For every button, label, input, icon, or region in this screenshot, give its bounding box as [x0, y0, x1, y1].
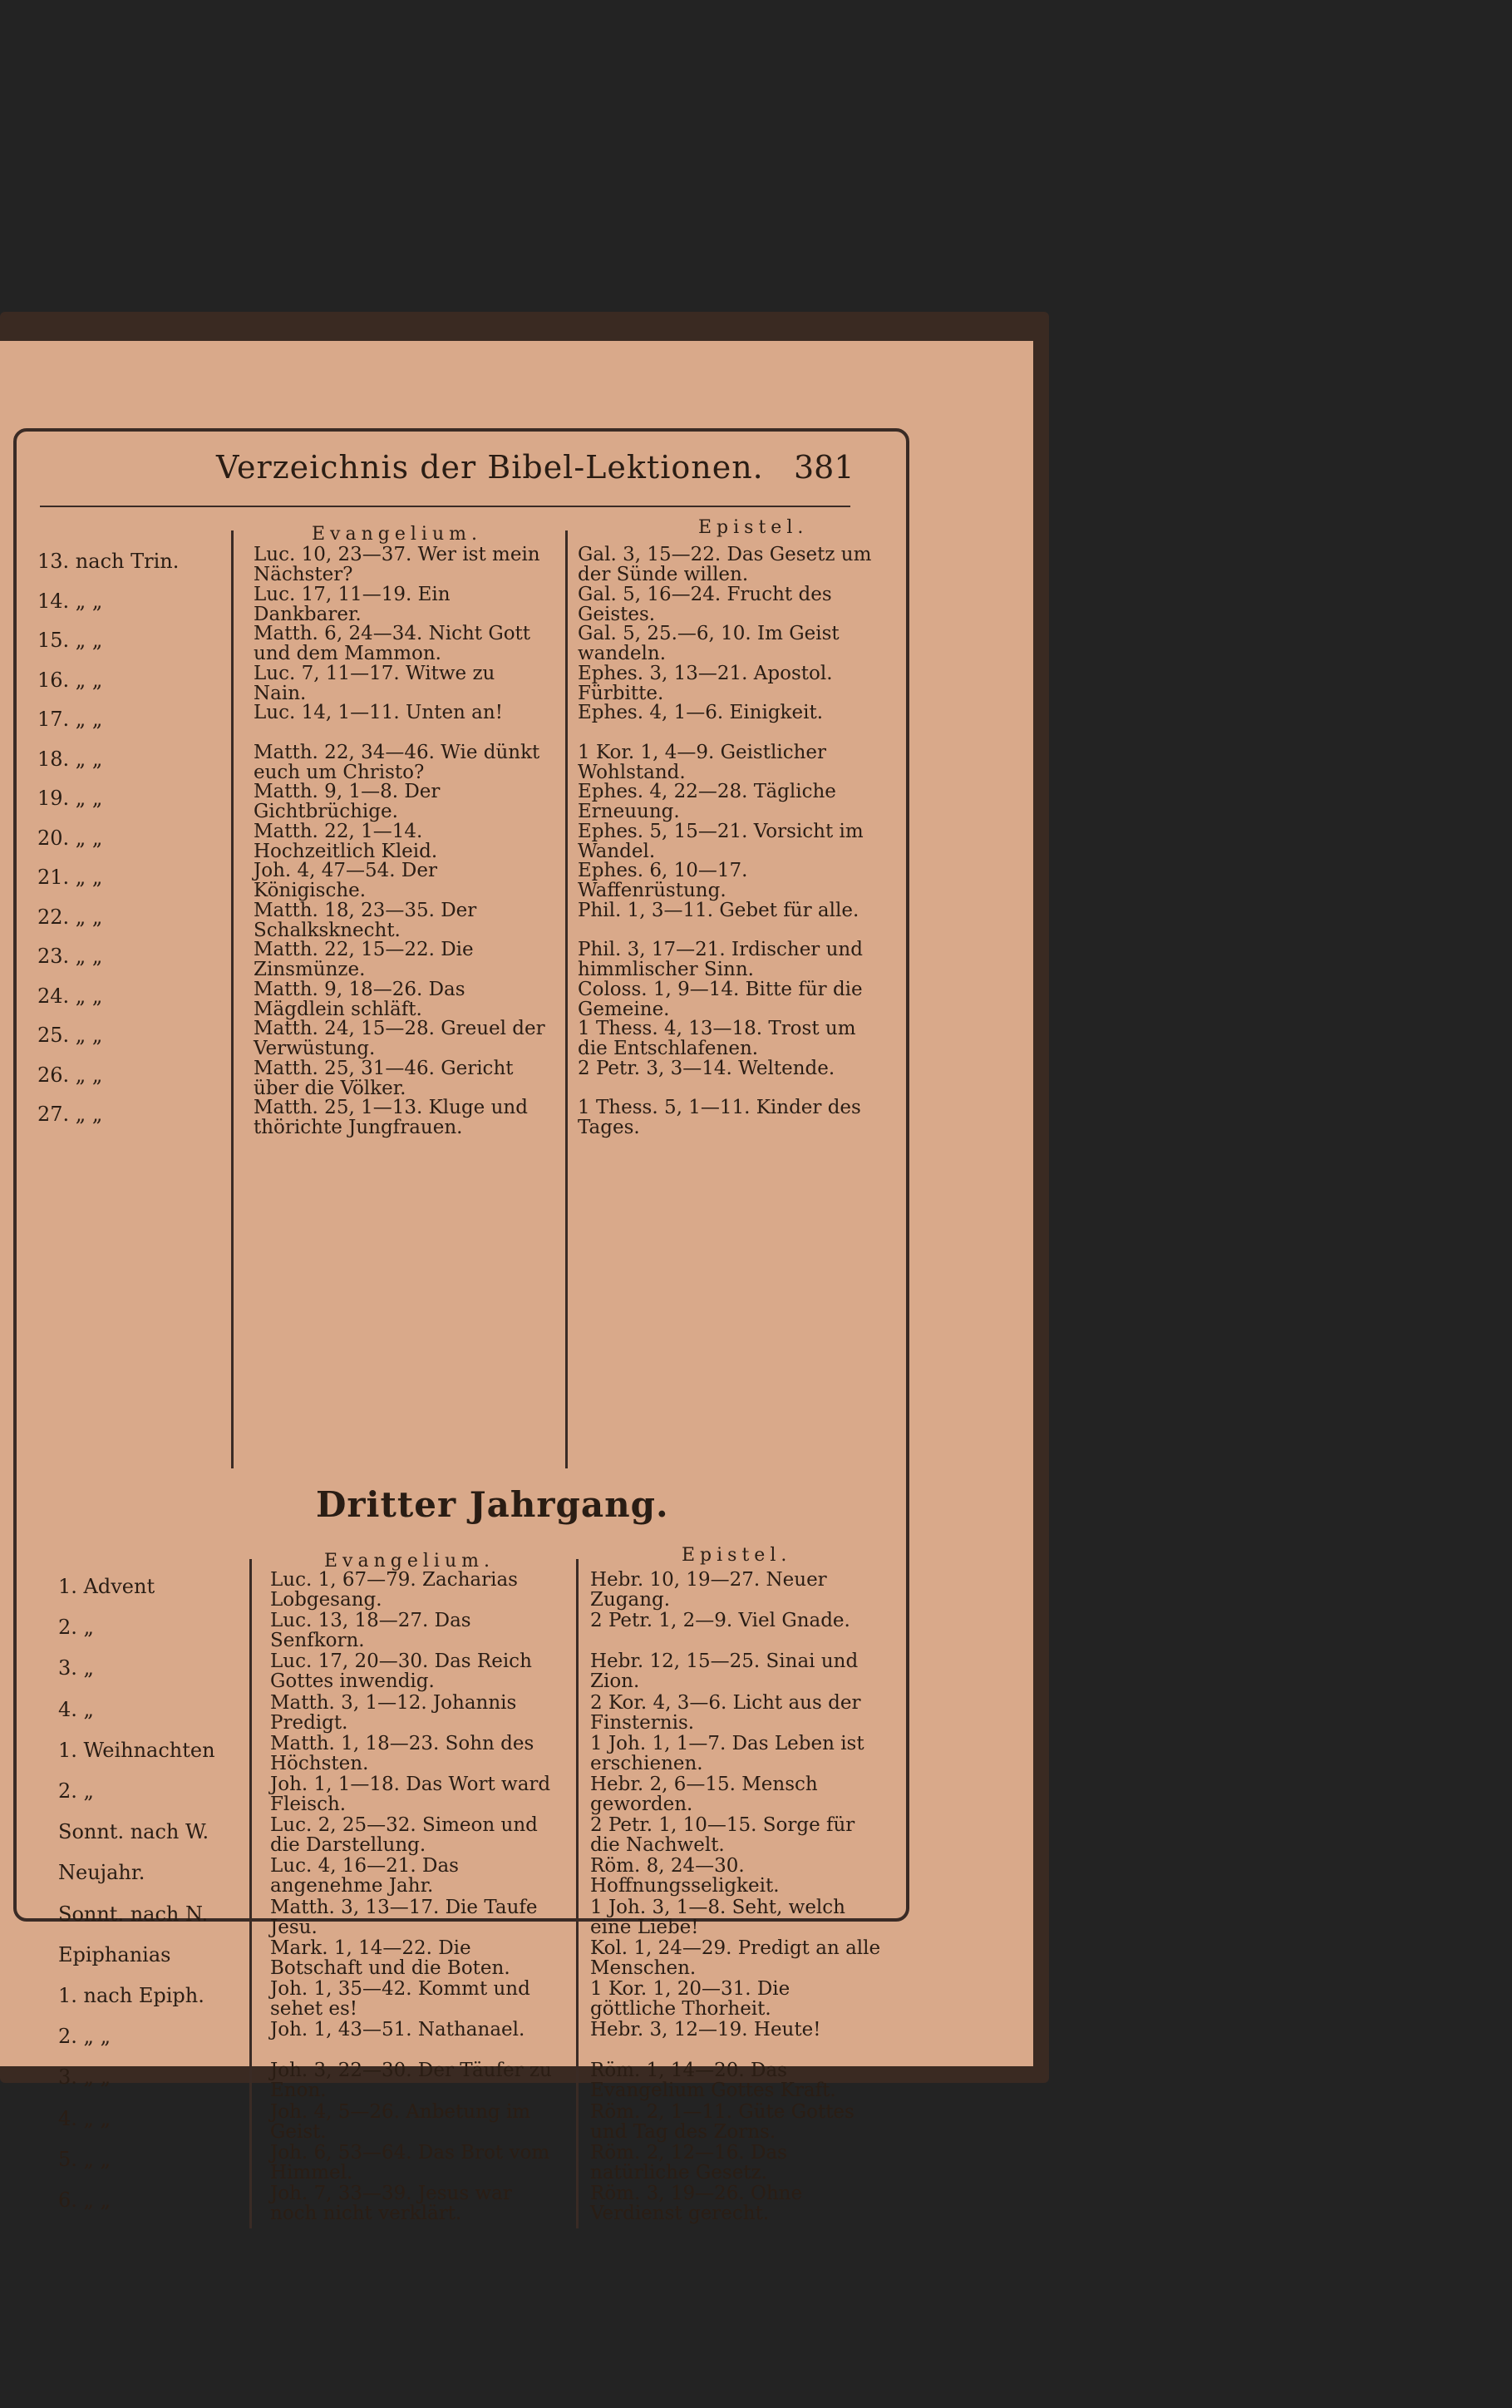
epistel-entry: Röm. 8, 24—30. Hoffnungsseligkeit. — [590, 1855, 780, 1897]
epistel-entry: Röm. 2, 12—16. Das natürliche Gesetz. — [590, 2141, 787, 2183]
evangelium-entry: Luc. 1, 67—79. Zacharias Lobgesang. — [270, 1569, 518, 1611]
epistel-entry: Ephes. 3, 13—21. Apostol. Fürbitte. — [578, 662, 833, 704]
epistel-entry: 2 Petr. 3, 3—14. Weltende. — [578, 1057, 835, 1079]
evangelium-entry: Joh. 4, 47—54. Der Königische. — [254, 860, 437, 901]
evangelium-entry: Matth. 3, 13—17. Die Taufe Jesu. — [270, 1896, 538, 1938]
section-title: Dritter Jahrgang. — [316, 1484, 669, 1525]
row-label: 13. nach Trin. — [37, 550, 180, 573]
evangelium-entry: Joh. 7, 33—39. Jesus war noch nicht verklärt. — [270, 2183, 512, 2224]
epistel-entry: Hebr. 2, 6—15. Mensch geworden. — [590, 1774, 818, 1815]
row-label: 4. „ „ — [58, 2106, 111, 2130]
row-label: 3. „ „ — [58, 2065, 111, 2090]
epistel-entry: 1 Thess. 4, 13—18. Trost um die Entschlafenen. — [578, 1018, 856, 1059]
row-label: 22. „ „ — [37, 905, 103, 929]
evangelium-entry: Matth. 24, 15—28. Greuel der Verwüstung. — [254, 1018, 545, 1059]
third-evangelium-head: Evangelium. — [324, 1551, 495, 1572]
evangelium-entry: Joh. 1, 1—18. Das Wort ward Fleisch. — [270, 1774, 551, 1815]
evangelium-entry: Matth. 25, 1—13. Kluge und thörichte Jungfrauen. — [254, 1097, 528, 1138]
epistel-entry: 2 Petr. 1, 10—15. Sorge für die Nachwelt. — [590, 1814, 855, 1857]
epistel-entry: Ephes. 4, 22—28. Tägliche Erneuung. — [578, 781, 836, 822]
row-label: 2. „ — [58, 1779, 94, 1803]
evangelium-entry: Joh. 6, 53—64. Das Brot vom Himmel. — [270, 2141, 550, 2183]
page-title: Verzeichnis der Bibel-Lektionen. — [216, 449, 764, 486]
row-label: 16. „ „ — [37, 668, 103, 692]
epistel-entry: Ephes. 4, 1—6. Einigkeit. — [578, 702, 824, 723]
header-rule — [40, 506, 850, 507]
epistel-entry: Gal. 5, 25.—6, 10. Im Geist wandeln. — [578, 623, 840, 664]
row-label: Sonnt. nach N. — [58, 1902, 209, 1926]
evangelium-entry: Matth. 25, 31—46. Gericht über die Völker. — [254, 1057, 514, 1099]
evangelium-entry: Matth. 9, 18—26. Das Mägdlein schläft. — [254, 978, 465, 1020]
evangelium-entry: Joh. 1, 43—51. Nathanael. — [270, 2019, 525, 2041]
epistel-entry: Röm. 1, 14—20. Das Evangelium Gottes Kraft. — [590, 2060, 836, 2102]
epistel-entry: 1 Kor. 1, 4—9. Geistlicher Wohlstand. — [578, 741, 826, 783]
evangelium-entry: Joh. 3, 22—30. Der Täufer zu Enon. — [270, 2060, 552, 2102]
row-label: 21. „ „ — [37, 866, 103, 889]
evangelium-entry: Matth. 22, 1—14. Hochzeitlich Kleid. — [254, 820, 438, 862]
row-label: 20. „ „ — [37, 826, 103, 850]
row-label: 15. „ „ — [37, 629, 103, 652]
evangelium-entry: Luc. 7, 11—17. Witwe zu Nain. — [254, 662, 495, 704]
epistel-entry: Röm. 3, 19—26. Ohne Verdienst gerecht. — [590, 2183, 803, 2224]
evangelium-entry: Matth. 9, 1—8. Der Gichtbrüchige. — [254, 781, 441, 822]
row-label: 27. „ „ — [37, 1103, 103, 1126]
epistel-entry: Ephes. 6, 10—17. Waffenrüstung. — [578, 860, 748, 901]
epistel-entry: Coloss. 1, 9—14. Bitte für die Gemeine. — [578, 978, 863, 1020]
row-label: 1. Advent — [58, 1575, 155, 1598]
divider-third-1 — [249, 1559, 252, 2228]
epistel-entry: Phil. 1, 3—11. Gebet für alle. — [578, 899, 859, 921]
trinity-epistel-head: Epistel. — [698, 517, 809, 538]
page-number: 381 — [794, 449, 855, 486]
evangelium-entry: Mark. 1, 14—22. Die Botschaft und die Boten. — [270, 1937, 510, 1979]
epistel-entry: 2 Petr. 1, 2—9. Viel Gnade. — [590, 1610, 850, 1632]
epistel-entry: Phil. 3, 17—21. Irdischer und himmlischer Sinn. — [578, 939, 863, 980]
evangelium-entry: Luc. 10, 23—37. Wer ist mein Nächster? — [254, 544, 540, 585]
evangelium-entry: Matth. 22, 15—22. Die Zinsmünze. — [254, 939, 474, 980]
evangelium-entry: Luc. 4, 16—21. Das angenehme Jahr. — [270, 1855, 459, 1897]
row-label: 14. „ „ — [37, 589, 103, 613]
row-label: 26. „ „ — [37, 1063, 103, 1087]
epistel-entry: Gal. 3, 15—22. Das Gesetz um der Sünde willen. — [578, 544, 872, 585]
trinity-evangelium-head: Evangelium. — [312, 524, 482, 545]
row-label: 1. Weihnachten — [58, 1738, 215, 1762]
evangelium-entry: Luc. 14, 1—11. Unten an! — [254, 702, 503, 723]
epistel-entry: 1 Joh. 3, 1—8. Seht, welch eine Liebe! — [590, 1896, 845, 1938]
row-label: Epiphanias — [58, 1942, 171, 1966]
epistel-entry: Hebr. 3, 12—19. Heute! — [590, 2019, 821, 2041]
evangelium-entry: Luc. 17, 20—30. Das Reich Gottes inwendig. — [270, 1651, 532, 1693]
row-label: 25. „ „ — [37, 1024, 103, 1047]
evangelium-entry: Luc. 17, 11—19. Ein Dankbarer. — [254, 583, 451, 625]
epistel-entry: 1 Kor. 1, 20—31. Die göttliche Thorheit. — [590, 1978, 790, 2020]
row-label: 3. „ — [58, 1656, 94, 1680]
row-label: 4. „ — [58, 1697, 94, 1721]
row-label: 6. „ „ — [58, 2188, 111, 2212]
row-label: 23. „ „ — [37, 945, 103, 968]
epistel-entry: 1 Joh. 1, 1—7. Das Leben ist erschienen. — [590, 1732, 864, 1774]
row-label: Sonnt. nach W. — [58, 1820, 209, 1844]
evangelium-entry: Matth. 6, 24—34. Nicht Gott und dem Mammon. — [254, 623, 531, 664]
row-label: 17. „ „ — [37, 708, 103, 731]
divider-trin-1 — [231, 530, 234, 1468]
evangelium-entry: Luc. 13, 18—27. Das Senfkorn. — [270, 1610, 471, 1652]
epistel-entry: 1 Thess. 5, 1—11. Kinder des Tages. — [578, 1097, 861, 1138]
evangelium-entry: Luc. 2, 25—32. Simeon und die Darstellung. — [270, 1814, 538, 1857]
row-label: 24. „ „ — [37, 984, 103, 1008]
evangelium-entry: Matth. 1, 18—23. Sohn des Höchsten. — [270, 1732, 534, 1774]
row-label: 18. „ „ — [37, 747, 103, 771]
row-label: 5. „ „ — [58, 2147, 111, 2171]
divider-third-2 — [576, 1559, 579, 2228]
third-epistel-head: Epistel. — [682, 1545, 792, 1566]
evangelium-entry: Matth. 18, 23—35. Der Schalksknecht. — [254, 899, 477, 941]
epistel-entry: Kol. 1, 24—29. Predigt an alle Menschen. — [590, 1937, 881, 1979]
row-label: 19. „ „ — [37, 787, 103, 810]
row-label: 1. nach Epiph. — [58, 1984, 204, 2007]
evangelium-entry: Matth. 22, 34—46. Wie dünkt euch um Christo? — [254, 741, 540, 783]
book-page — [0, 341, 1033, 2224]
evangelium-entry: Joh. 4, 5—26. Anbetung im Geist. — [270, 2100, 531, 2143]
epistel-entry: Hebr. 12, 15—25. Sinai und Zion. — [590, 1651, 859, 1693]
epistel-entry: Hebr. 10, 19—27. Neuer Zugang. — [590, 1569, 827, 1611]
evangelium-entry: Joh. 1, 35—42. Kommt und sehet es! — [270, 1978, 530, 2020]
epistel-entry: 2 Kor. 4, 3—6. Licht aus der Finsternis. — [590, 1691, 861, 1734]
row-label: 2. „ — [58, 1616, 94, 1640]
epistel-entry: Röm. 2, 1—11. Güte Gottes und Tag des Zorns. — [590, 2100, 855, 2143]
evangelium-entry: Matth. 3, 1—12. Johannis Predigt. — [270, 1691, 517, 1734]
epistel-entry: Gal. 5, 16—24. Frucht des Geistes. — [578, 583, 832, 625]
row-label: Neujahr. — [58, 1861, 145, 1885]
epistel-entry: Ephes. 5, 15—21. Vorsicht im Wandel. — [578, 820, 864, 862]
divider-trin-2 — [565, 530, 568, 1468]
row-label: 2. „ „ — [58, 2025, 111, 2049]
